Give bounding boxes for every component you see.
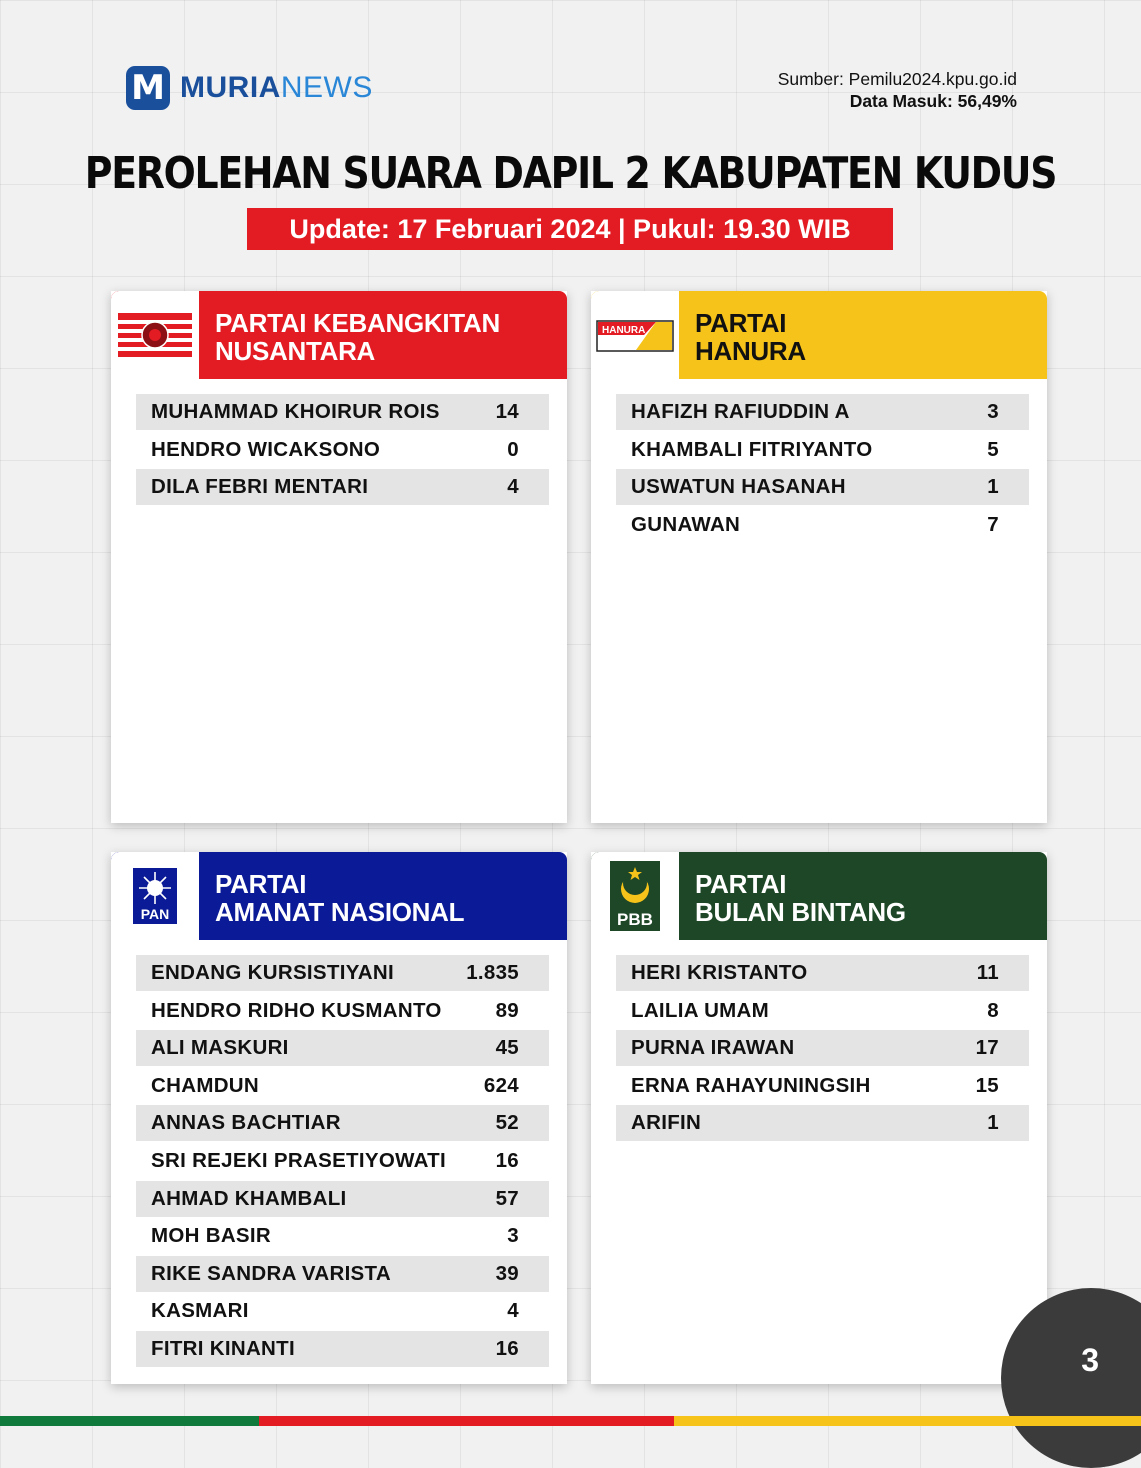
table-row: [616, 394, 1029, 430]
vote-count: 15: [975, 1073, 999, 1097]
bar-segment-yellow: [674, 1416, 1141, 1426]
candidate-list-pkn: [136, 394, 549, 507]
candidate-name: HAFIZH RAFIUDDIN A: [631, 400, 850, 423]
candidate-list-pan: [136, 955, 549, 1369]
vote-count: 3: [507, 1224, 519, 1248]
table-row: [616, 1105, 1029, 1141]
party-card-hanura: [591, 291, 1047, 823]
table-row: [616, 1068, 1029, 1104]
vote-count: 5: [987, 437, 999, 461]
candidate-name: KHAMBALI FITRIYANTO: [631, 437, 873, 461]
bar-segment-green: [0, 1416, 259, 1426]
page-title: PEROLEHAN SUARA DAPIL 2 KABUPATEN KUDUS: [84, 148, 1057, 199]
brand-word-news: NEWS: [280, 71, 373, 104]
party-card-pan: [111, 852, 567, 1384]
candidate-name: GUNAWAN: [631, 512, 741, 536]
party-name-line1: PARTAI: [215, 869, 307, 899]
party-name-line2: AMANAT NASIONAL: [215, 897, 465, 927]
source-line: Sumber: Pemilu2024.kpu.go.id: [777, 69, 1017, 89]
candidate-name: ALI MASKURI: [151, 1036, 289, 1060]
table-row: [616, 993, 1029, 1029]
bar-segment-red: [259, 1416, 674, 1426]
table-row: [136, 1331, 549, 1367]
vote-count: 52: [495, 1111, 519, 1135]
data-entry-line: Data Masuk: 56,49%: [849, 91, 1017, 111]
table-row: [136, 432, 549, 468]
table-row: [136, 1218, 549, 1254]
vote-count: 17: [975, 1036, 999, 1060]
vote-count: 1.835: [466, 961, 519, 984]
party-header-hanura: [591, 291, 1047, 379]
vote-count: 39: [495, 1261, 519, 1285]
vote-count: 45: [495, 1036, 519, 1060]
candidate-name: AHMAD KHAMBALI: [151, 1186, 347, 1210]
candidate-name: LAILIA UMAM: [631, 998, 770, 1022]
party-name-line1: PARTAI: [695, 869, 787, 899]
table-row: [136, 469, 549, 505]
table-row: [136, 1143, 549, 1179]
party-card-pkn: [111, 291, 567, 823]
vote-count: 16: [495, 1336, 519, 1360]
pan-logo-icon: [111, 852, 199, 940]
party-header-pan: [111, 852, 567, 940]
pkn-logo-icon: [111, 291, 199, 379]
vote-count: 14: [495, 400, 519, 423]
pan-logo-text: PAN: [140, 906, 170, 922]
table-row: [136, 1030, 549, 1066]
vote-count: 89: [495, 998, 519, 1022]
table-row: [136, 993, 549, 1029]
candidate-name: HERI KRISTANTO: [631, 961, 808, 984]
table-row: [136, 1105, 549, 1141]
candidate-name: HENDRO RIDHO KUSMANTO: [151, 998, 442, 1022]
table-row: [136, 1293, 549, 1329]
table-row: [136, 394, 549, 430]
party-header-pkn: [111, 291, 567, 379]
vote-count: 11: [976, 961, 999, 984]
vote-count: 4: [507, 1299, 519, 1323]
update-banner: Update: 17 Februari 2024 | Pukul: 19.30 WIB: [247, 208, 893, 250]
party-card-pbb: [591, 852, 1047, 1384]
table-row: [136, 955, 549, 991]
table-row: [616, 507, 1029, 543]
brand-wordmark: [180, 71, 373, 105]
brand-logo: [126, 64, 373, 112]
vote-count: 8: [987, 998, 999, 1022]
table-row: [136, 1068, 549, 1104]
party-name-hanura: [695, 309, 1037, 365]
candidate-list-hanura: [616, 394, 1029, 544]
vote-count: 1: [987, 475, 999, 499]
party-name-line2: BULAN BINTANG: [695, 897, 906, 927]
candidate-list-pbb: [616, 955, 1029, 1143]
candidate-name: PURNA IRAWAN: [631, 1036, 795, 1060]
vote-count: 16: [495, 1148, 519, 1172]
table-row: [616, 432, 1029, 468]
candidate-name: HENDRO WICAKSONO: [151, 437, 381, 461]
brand-word-muria: MURIA: [180, 71, 281, 104]
vote-count: 1: [987, 1111, 999, 1135]
candidate-name: DILA FEBRI MENTARI: [151, 475, 369, 499]
candidate-name: MOH BASIR: [151, 1224, 272, 1248]
vote-count: 624: [483, 1073, 519, 1097]
candidate-name: SRI REJEKI PRASETIYOWATI: [151, 1148, 447, 1172]
table-row: [616, 1030, 1029, 1066]
party-name-pan: [215, 870, 557, 926]
table-row: [616, 955, 1029, 991]
candidate-name: KASMARI: [151, 1299, 249, 1323]
table-row: [136, 1181, 549, 1217]
hanura-logo-icon: [591, 291, 679, 379]
source-info: [778, 68, 1017, 112]
candidate-name: CHAMDUN: [151, 1073, 260, 1097]
table-row: [136, 1256, 549, 1292]
bottom-color-bar: [0, 1416, 1141, 1426]
candidate-name: ENDANG KURSISTIYANI: [151, 961, 395, 984]
table-row: [616, 469, 1029, 505]
party-name-pkn: [215, 309, 557, 365]
candidate-name: ANNAS BACHTIAR: [151, 1111, 341, 1135]
party-header-pbb: [591, 852, 1047, 940]
vote-count: 3: [987, 400, 999, 423]
hanura-logo-text: HANURA: [602, 325, 646, 336]
candidate-name: USWATUN HASANAH: [631, 475, 846, 499]
party-name-line1: PARTAI: [695, 308, 787, 338]
candidate-name: RIKE SANDRA VARISTA: [151, 1261, 391, 1285]
candidate-name: ARIFIN: [631, 1111, 702, 1135]
brand-mark-icon: M: [126, 66, 170, 110]
vote-count: 0: [507, 437, 519, 461]
candidate-name: FITRI KINANTI: [151, 1336, 295, 1360]
vote-count: 57: [495, 1186, 519, 1210]
page-number: 3: [1081, 1342, 1099, 1378]
pbb-logo-icon: [591, 852, 679, 940]
vote-count: 7: [987, 512, 999, 536]
vote-count: 4: [507, 475, 519, 499]
party-name-line2: NUSANTARA: [215, 336, 376, 366]
candidate-name: ERNA RAHAYUNINGSIH: [631, 1073, 871, 1097]
pbb-logo-text: PBB: [617, 910, 653, 929]
candidate-name: MUHAMMAD KHOIRUR ROIS: [151, 400, 440, 423]
party-name-pbb: [695, 870, 1037, 926]
party-name-line1: PARTAI KEBANGKITAN: [215, 308, 500, 338]
party-name-line2: HANURA: [695, 336, 806, 366]
